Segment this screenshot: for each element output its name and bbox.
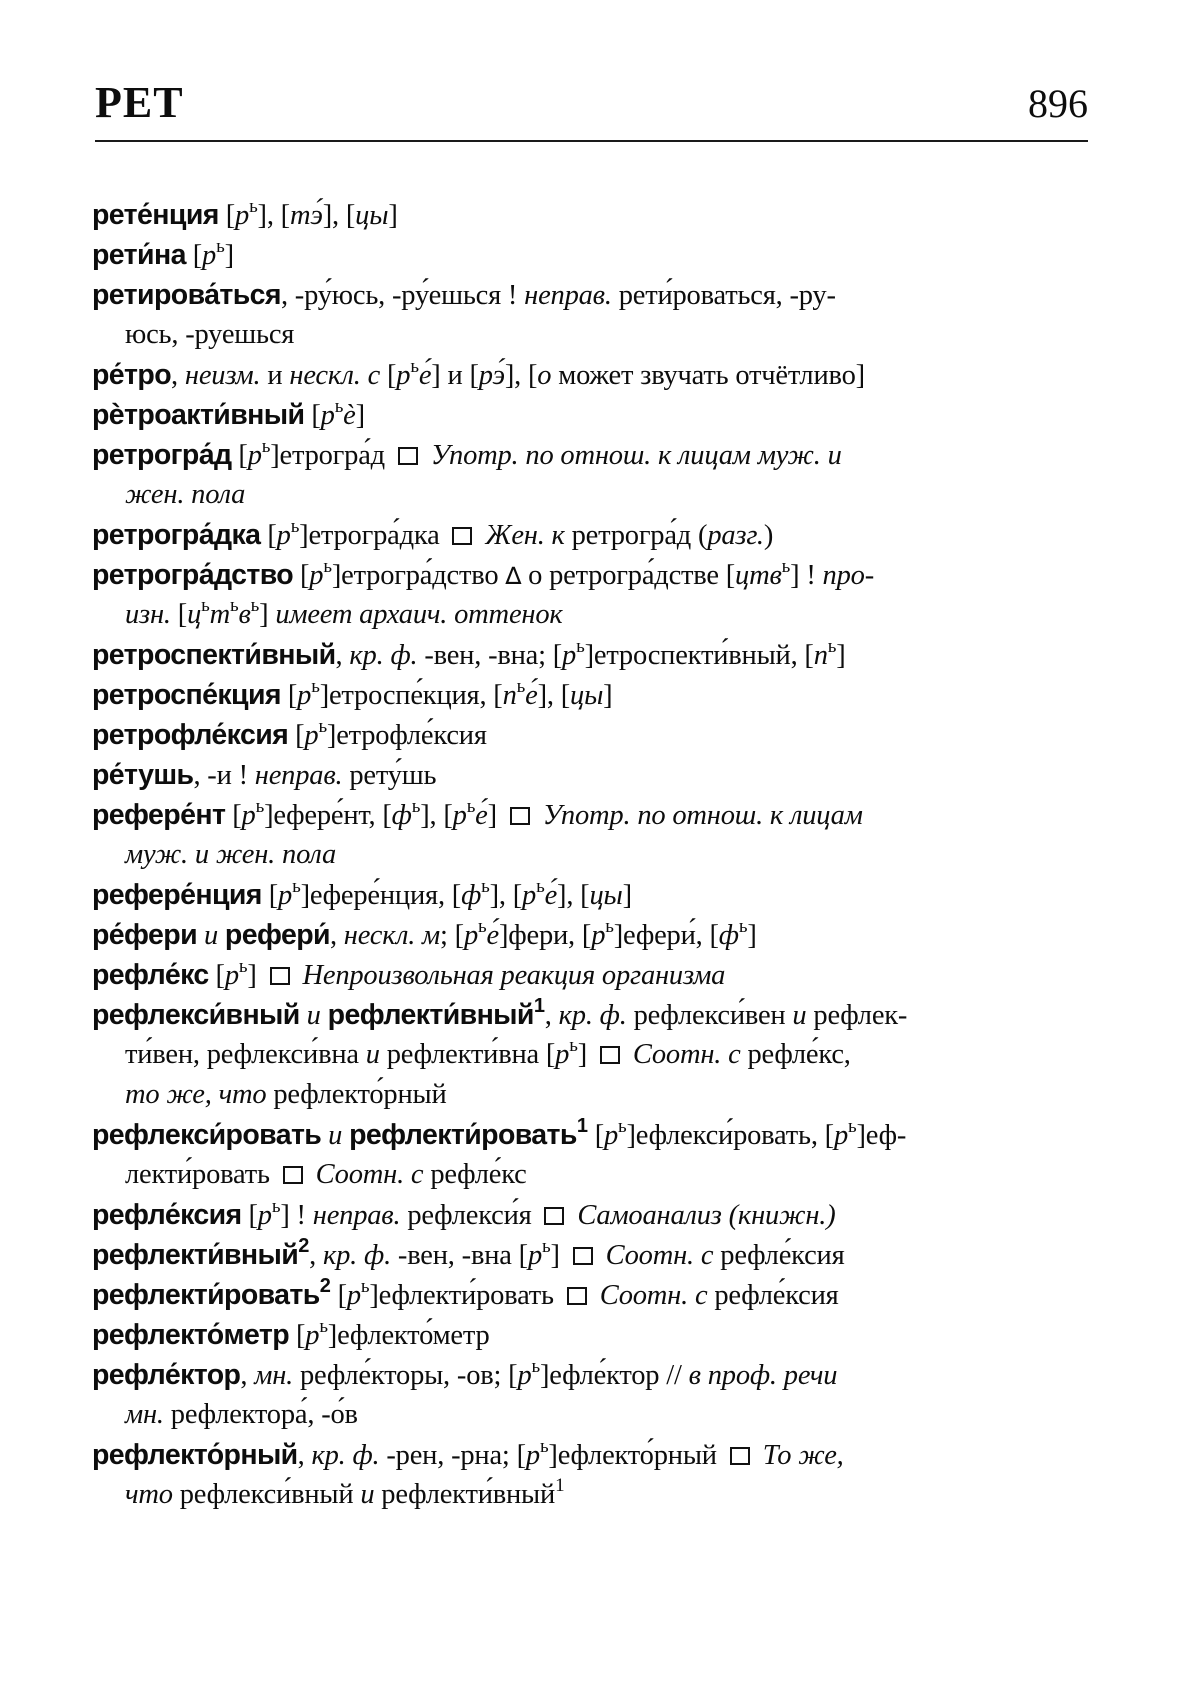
superscript-mark: ь <box>318 716 327 737</box>
definition-box-icon <box>544 1207 564 1225</box>
headword: рефле́кс <box>92 959 209 991</box>
text: ], [ <box>420 800 453 831</box>
text: ], [ <box>537 680 571 711</box>
text: ], [ <box>489 880 523 911</box>
text: ] <box>487 800 504 831</box>
headword: ретроспекти́вный <box>92 639 336 671</box>
headword: рефлекти́вный <box>92 1239 299 1271</box>
text: рефлекти́вна [ <box>379 1039 556 1070</box>
entry-continuation-line <box>92 1075 1092 1115</box>
headword: рети́на <box>92 239 186 271</box>
text: лекти́ровать <box>125 1159 277 1190</box>
entry-continuation-line <box>92 1155 1092 1195</box>
text: может звучать отчётливо] <box>551 360 865 391</box>
italic-label: Жен. к <box>478 520 565 551</box>
text: ретрогра́д ( <box>564 520 708 551</box>
text: рефлекси́вен <box>626 1000 793 1031</box>
headword: ре́тро <box>92 359 172 391</box>
italic-label: мн. <box>254 1360 294 1391</box>
italic-label: муж. и жен. пола <box>125 839 337 870</box>
superscript-mark: ь <box>827 636 837 657</box>
italic-label: Соотн. с <box>598 1240 714 1271</box>
headword: ретрогра́д <box>92 439 232 471</box>
entry-line <box>92 955 1092 995</box>
text: ] <box>836 640 846 671</box>
italic-label: ц <box>187 599 202 630</box>
italic-label: Употр. по отнош. к лицам муж. и <box>423 440 842 471</box>
italic-label: р <box>527 1240 542 1271</box>
italic-label: разг. <box>707 520 764 551</box>
entry-line <box>92 1315 1092 1355</box>
italic-label: п <box>813 640 828 671</box>
italic-label: ф <box>461 880 482 911</box>
italic-label: в проф. речи <box>688 1360 838 1391</box>
text: -вен, -вна; [ <box>417 640 563 671</box>
italic-label: р <box>320 400 335 431</box>
superscript-mark: ь <box>738 916 748 937</box>
italic-label: е́ <box>544 880 558 911</box>
text: ] <box>577 1039 594 1070</box>
text: -рен, -рна; [ <box>379 1440 526 1471</box>
superscript-mark: ь <box>536 876 545 897</box>
text: ]ефлекси́ровать, [ <box>626 1120 834 1151</box>
entry-continuation-line <box>92 1475 1092 1515</box>
entry-line <box>92 915 1092 955</box>
text: [ <box>185 240 203 271</box>
superscript-mark: ь <box>319 1316 328 1337</box>
entry-line <box>92 275 1092 315</box>
italic-label: что <box>125 1479 173 1510</box>
italic-label: р <box>346 1280 361 1311</box>
header-rule <box>95 140 1088 142</box>
superscript-mark: ь <box>516 676 526 697</box>
page-header <box>95 78 1088 128</box>
superscript-mark: ь <box>360 1276 370 1297</box>
headword: рефлекси́ровать <box>92 1119 322 1151</box>
superscript-mark: ь <box>605 916 614 937</box>
headword: ретрогра́дка <box>92 519 261 551</box>
text: ]етрогра́дка <box>299 520 447 551</box>
text: рефле́ксия <box>707 1280 839 1311</box>
superscript-mark: ь <box>576 636 585 657</box>
italic-label: неправ. <box>254 760 343 791</box>
italic-label: р <box>276 520 291 551</box>
text: рефле́кс <box>423 1159 527 1190</box>
text: [ <box>293 560 310 591</box>
entry-line <box>92 875 1092 915</box>
italic-label: кр. ф. <box>558 1000 627 1031</box>
text: , -и ! <box>193 760 255 791</box>
headword: рефлекто́метр <box>92 1319 290 1351</box>
superscript-mark: ь <box>290 516 300 537</box>
italic-label: нескл. с <box>289 360 381 391</box>
text: ]етрогра́дство <box>331 560 506 591</box>
text: [ <box>241 1200 258 1231</box>
dictionary-entries <box>92 195 1092 1515</box>
italic-label: ф <box>391 800 412 831</box>
entry-line <box>92 635 1092 675</box>
text: ; [ <box>440 920 464 951</box>
superscript-mark: ь <box>539 1436 549 1457</box>
italic-label: неправ. <box>524 280 612 311</box>
italic-label: ѐ <box>343 400 356 431</box>
definition-box-icon <box>270 967 290 985</box>
text: ]ефлекто́рный <box>548 1440 724 1471</box>
italic-label: р <box>833 1120 849 1151</box>
headword: рефлекти́вный <box>327 999 534 1031</box>
headword: ре́тушь <box>92 759 194 791</box>
superscript-mark: ь <box>478 916 487 937</box>
definition-box-icon <box>730 1447 750 1465</box>
text: -вен, -вна [ <box>391 1240 528 1271</box>
italic-label: р <box>517 1360 532 1391</box>
entry-line <box>92 715 1092 755</box>
text: ]етроспекти́вный, [ <box>584 640 814 671</box>
text: рефле́кторы, -ов; [ <box>293 1360 518 1391</box>
headword: рѐтроакти́вный <box>92 399 305 431</box>
text: [ <box>587 1120 604 1151</box>
text: [ <box>288 720 305 751</box>
text: рефлекто́рный <box>266 1079 447 1110</box>
italic-label: р <box>235 200 250 231</box>
italic-label: и <box>197 920 225 951</box>
entry-continuation-line <box>92 595 1092 635</box>
text: [ <box>260 520 277 551</box>
definition-box-icon <box>567 1287 587 1305</box>
superscript-mark: ь <box>569 1035 578 1056</box>
text: ]ефлекти́ровать <box>369 1280 561 1311</box>
italic-label: неизм. <box>184 360 261 391</box>
superscript-mark: ь <box>542 1236 551 1257</box>
headword: рефере́нт <box>92 799 226 831</box>
superscript-mark: ь <box>781 556 791 577</box>
text: ]етрогра́д <box>270 440 392 471</box>
text: рету́шь <box>342 760 437 791</box>
text: ]етрофле́ксия <box>326 720 487 751</box>
italic-label: р <box>396 360 411 391</box>
derivative-triangle-icon: ∆ <box>505 562 522 590</box>
entry-line <box>92 515 1092 555</box>
text: [ <box>330 1280 347 1311</box>
italic-label: мн. <box>125 1399 164 1430</box>
text: ] <box>355 400 365 431</box>
superscript-mark: ь <box>848 1116 857 1137</box>
text: , <box>240 1360 255 1391</box>
entry-line <box>92 1355 1092 1395</box>
italic-label: цтв <box>735 560 782 591</box>
homonym-number: 2 <box>319 1275 331 1297</box>
italic-label: кр. ф. <box>323 1240 391 1271</box>
superscript-mark: ь <box>255 796 265 817</box>
headword: рефле́ктор <box>92 1359 241 1391</box>
text: [ <box>208 960 225 991</box>
superscript-mark: 1 <box>555 1475 565 1496</box>
italic-label: р <box>309 560 324 591</box>
superscript-mark: ь <box>466 796 476 817</box>
homonym-number: 1 <box>533 995 545 1017</box>
italic-label: Самоанализ (книжн.) <box>570 1200 836 1231</box>
superscript-mark: ь <box>323 556 332 577</box>
italic-label: р <box>304 720 319 751</box>
text: ] и [ <box>431 360 479 391</box>
italic-label: тэ́ <box>289 200 323 231</box>
italic-label: р <box>241 800 256 831</box>
italic-label: и <box>365 1039 380 1070</box>
italic-label: п <box>502 680 517 711</box>
entry-line <box>92 995 1092 1035</box>
text: ]ефлекто́метр <box>327 1320 490 1351</box>
italic-label: р <box>247 440 262 471</box>
headword: рете́нция <box>92 199 219 231</box>
italic-label: и <box>792 1000 807 1031</box>
text: ] <box>259 599 276 630</box>
superscript-mark: ь <box>238 956 248 977</box>
text: , <box>309 1240 323 1271</box>
text: [ <box>304 400 321 431</box>
italic-label: р <box>278 880 293 911</box>
text: , <box>297 1440 312 1471</box>
entry-continuation-line <box>92 475 1092 515</box>
entry-line <box>92 1275 1092 1315</box>
superscript-mark: ь <box>249 196 258 217</box>
italic-label: и <box>360 1479 375 1510</box>
italic-label: е́ <box>418 360 432 391</box>
superscript-mark: ь <box>481 876 490 897</box>
italic-label: р <box>452 800 467 831</box>
page-number: 896 <box>1028 81 1088 126</box>
italic-label: о <box>537 360 552 391</box>
text: ] <box>603 680 613 711</box>
italic-label: цы <box>355 200 389 231</box>
text: о ретрогра́дстве [ <box>521 560 736 591</box>
italic-label: р <box>257 1200 272 1231</box>
homonym-number: 2 <box>298 1235 310 1257</box>
text: ] <box>247 960 264 991</box>
headword: ретрофле́ксия <box>92 719 289 751</box>
italic-label: т <box>209 599 230 630</box>
italic-label: р <box>591 920 606 951</box>
entry-line <box>92 395 1092 435</box>
headword: ре́фери <box>92 919 198 951</box>
text: рефлекси́я <box>400 1200 539 1231</box>
italic-label: е́ <box>525 680 538 711</box>
entry-line <box>92 755 1092 795</box>
headword: рефере́нция <box>92 879 262 911</box>
italic-label: жен. пола <box>125 479 246 510</box>
superscript-mark: ь <box>311 676 320 697</box>
homonym-number: 1 <box>576 1115 588 1137</box>
text: ]ефери́, [ <box>613 920 719 951</box>
text: рефле́ксия <box>713 1240 845 1271</box>
italic-label: То же, <box>755 1440 844 1471</box>
italic-label: рэ́ <box>478 360 505 391</box>
superscript-mark: ь <box>271 1196 281 1217</box>
definition-box-icon <box>600 1046 620 1064</box>
italic-label: р <box>305 1320 320 1351</box>
headword: рефлекто́рный <box>92 1439 298 1471</box>
text: , -ру́юсь, -ру́ешься ! <box>280 280 525 311</box>
text: ], [ <box>504 360 538 391</box>
italic-label: р <box>463 920 479 951</box>
italic-label: Соотн. с <box>625 1039 741 1070</box>
text: юсь, -руешься <box>125 319 295 350</box>
superscript-mark: ь <box>201 595 210 616</box>
entry-line <box>92 1115 1092 1155</box>
entry-line <box>92 355 1092 395</box>
italic-label: имеет архаич. оттенок <box>275 599 563 630</box>
text: [ <box>225 800 242 831</box>
text: ]еф- <box>856 1120 907 1151</box>
italic-label: Употр. по отнош. к лицам <box>535 800 863 831</box>
text: ] <box>622 880 632 911</box>
superscript-mark: ь <box>261 436 271 457</box>
text: ]ефере́нция, [ <box>300 880 462 911</box>
text: ) <box>763 520 774 551</box>
italic-label: р <box>297 680 312 711</box>
italic-label: и <box>321 1120 350 1151</box>
headword: ретрогра́дство <box>92 559 294 591</box>
italic-label: р <box>522 880 537 911</box>
superscript-mark: ь <box>216 236 225 257</box>
text: [ <box>289 1320 306 1351</box>
entry-continuation-line <box>92 835 1092 875</box>
italic-label: е́ <box>475 800 488 831</box>
text: ] ! <box>790 560 823 591</box>
text: ] <box>747 920 757 951</box>
superscript-mark: ь <box>411 796 421 817</box>
entry-continuation-line <box>92 1395 1092 1435</box>
italic-label: р <box>562 640 577 671</box>
text: и <box>260 360 290 391</box>
text: [ <box>218 200 235 231</box>
italic-label: цы <box>570 680 604 711</box>
italic-label: р <box>603 1120 619 1151</box>
headword: рефле́ксия <box>92 1199 242 1231</box>
running-head: РЕТ <box>95 78 184 127</box>
italic-label: ф <box>718 920 739 951</box>
text: ]ефере́нт, [ <box>264 800 392 831</box>
italic-label: нескл. м <box>343 920 441 951</box>
text: ти́вен, рефлекси́вна <box>125 1039 366 1070</box>
text: ], [ <box>557 880 590 911</box>
italic-label: кр. ф. <box>311 1440 380 1471</box>
headword: рефлекти́ровать <box>92 1279 320 1311</box>
superscript-mark: ь <box>229 595 239 616</box>
superscript-mark: ь <box>334 396 344 417</box>
italic-label: Соотн. с <box>308 1159 424 1190</box>
italic-label: Непроизвольная реакция организма <box>295 960 726 991</box>
text: ] <box>388 200 398 231</box>
text: , <box>335 640 350 671</box>
italic-label: Соотн. с <box>592 1280 708 1311</box>
italic-label: р <box>525 1440 540 1471</box>
italic-label: в <box>238 599 251 630</box>
italic-label: то же, что <box>125 1079 267 1110</box>
headword: рефлекси́вный <box>92 999 300 1031</box>
entry-line <box>92 1195 1092 1235</box>
superscript-mark: ь <box>531 1356 540 1377</box>
entry-line <box>92 235 1092 275</box>
text: ], [ <box>257 200 290 231</box>
text: ]фери, [ <box>498 920 592 951</box>
entry-line <box>92 675 1092 715</box>
text: ] ! <box>280 1200 313 1231</box>
italic-label: про- <box>822 560 874 591</box>
entry-line <box>92 1435 1092 1475</box>
headword: ретирова́ться <box>92 279 281 311</box>
superscript-mark: ь <box>250 595 260 616</box>
entry-line <box>92 435 1092 475</box>
italic-label: кр. ф. <box>349 640 418 671</box>
definition-box-icon <box>452 527 472 545</box>
text: рефлек- <box>806 1000 908 1031</box>
definition-box-icon <box>283 1166 303 1184</box>
italic-label: р <box>555 1039 570 1070</box>
definition-box-icon <box>510 807 530 825</box>
text: [ <box>380 360 397 391</box>
text: , <box>544 1000 559 1031</box>
text: рефлекси́вный <box>172 1479 361 1510</box>
text: , <box>329 920 344 951</box>
text: ] <box>550 1240 567 1271</box>
headword: ретроспе́кция <box>92 679 281 711</box>
italic-label: и <box>299 1000 328 1031</box>
italic-label: е́ <box>486 920 499 951</box>
superscript-mark: ь <box>618 1116 627 1137</box>
italic-label: изн. <box>125 599 171 630</box>
entry-line <box>92 195 1092 235</box>
italic-label: неправ. <box>312 1200 401 1231</box>
text: [ <box>231 440 248 471</box>
text: ], [ <box>322 200 356 231</box>
text: , <box>171 360 185 391</box>
text: рети́роваться, -ру- <box>611 280 836 311</box>
text: [ <box>280 680 298 711</box>
entry-continuation-line <box>92 1035 1092 1075</box>
text: ] <box>224 240 234 271</box>
text: [ <box>261 880 279 911</box>
text: ]етроспе́кция, [ <box>319 680 503 711</box>
italic-label: р <box>202 240 217 271</box>
entry-line <box>92 795 1092 835</box>
definition-box-icon <box>573 1247 593 1265</box>
entry-line <box>92 555 1092 595</box>
text: рефле́кс, <box>740 1039 851 1070</box>
text: [ <box>170 599 188 630</box>
text: рефлекти́вный <box>374 1479 556 1510</box>
headword: рефлекти́ровать <box>349 1119 577 1151</box>
superscript-mark: ь <box>410 356 419 377</box>
superscript-mark: ь <box>292 876 301 897</box>
text: рефлектора́, -о́в <box>163 1399 358 1430</box>
entry-continuation-line <box>92 315 1092 355</box>
entry-line <box>92 1235 1092 1275</box>
italic-label: цы <box>589 880 623 911</box>
definition-box-icon <box>398 447 418 465</box>
italic-label: р <box>224 960 239 991</box>
headword: рефери́ <box>224 919 330 951</box>
text: ]ефле́ктор // <box>539 1360 689 1391</box>
